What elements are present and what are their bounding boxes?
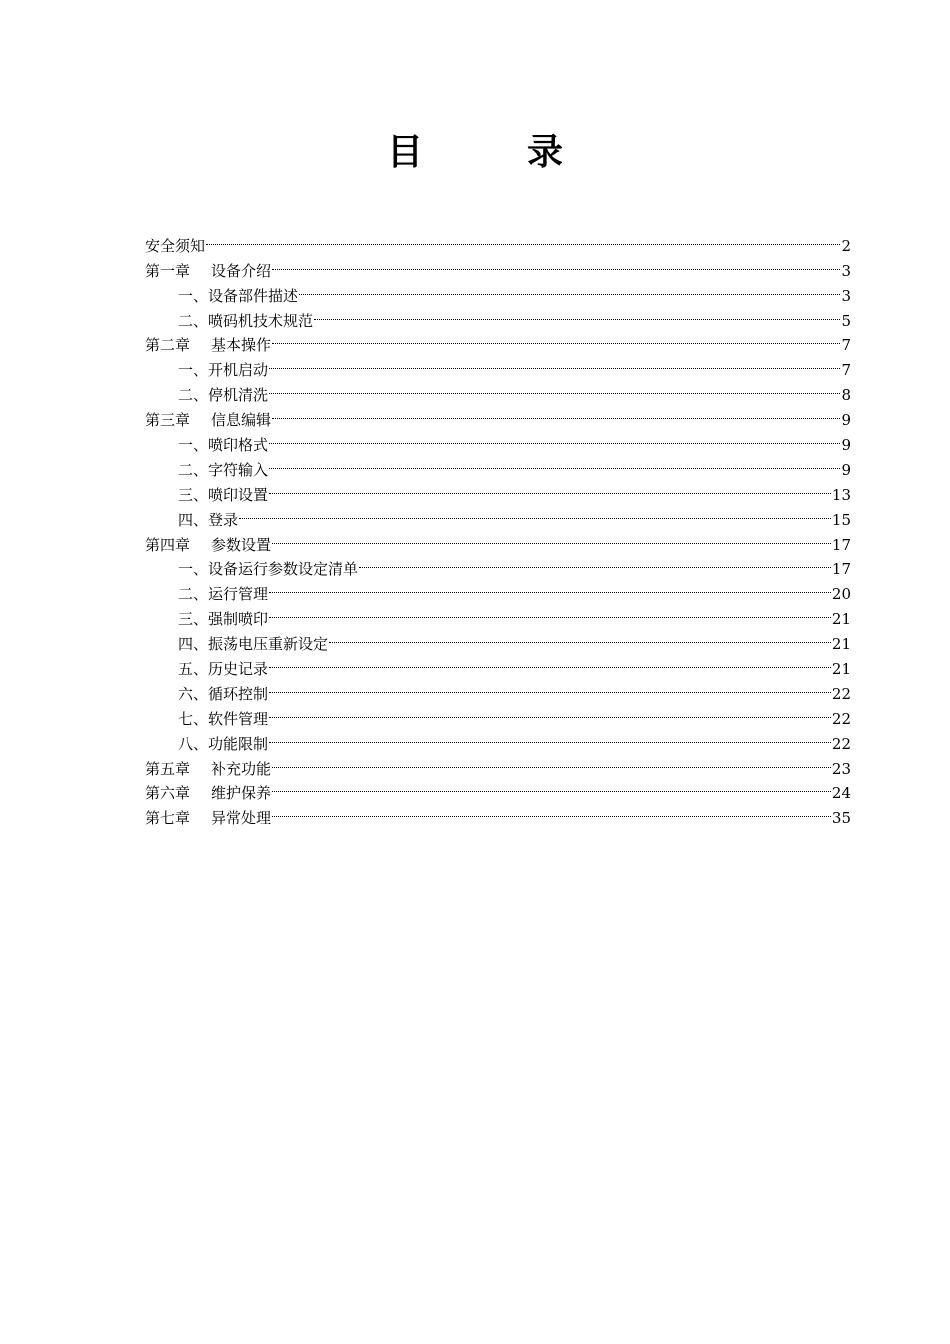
toc-entry-title: 参数设置 (211, 535, 272, 554)
toc-entry-label (145, 408, 271, 433)
toc-page-number: 5 (841, 311, 851, 330)
dot-leader (314, 301, 840, 326)
toc-entry-label (145, 259, 271, 284)
toc-entry-label (178, 458, 268, 483)
dot-leader (269, 574, 831, 599)
toc-entry-label (178, 358, 268, 383)
toc-entry-title: 六、循环控制 (178, 684, 269, 703)
toc-entry-title: 二、喷码机技术规范 (178, 311, 314, 330)
toc-page-number: 22 (831, 709, 851, 728)
dot-leader (272, 251, 840, 276)
dot-leader (272, 749, 831, 774)
toc-entry-label (178, 284, 298, 309)
toc-page-number: 21 (831, 660, 851, 679)
toc-entry-title: 一、开机启动 (178, 361, 269, 380)
toc-entry-title: 基本操作 (211, 336, 272, 355)
toc-page-number: 21 (831, 610, 851, 629)
toc-entry-label (145, 533, 271, 558)
toc-entry-title: 八、功能限制 (178, 734, 269, 753)
dot-leader (329, 624, 831, 649)
toc-entry-title: 三、喷印设置 (178, 485, 269, 504)
toc-page-number: 21 (831, 635, 851, 654)
toc-entry-label (178, 732, 268, 757)
toc-entry-title: 三、强制喷印 (178, 610, 269, 629)
dot-leader (269, 425, 840, 450)
toc-page-number: 17 (831, 535, 851, 554)
dot-leader (272, 798, 831, 823)
toc-page-number: 3 (841, 286, 851, 305)
dot-leader (269, 699, 831, 724)
toc-entry-title: 五、历史记录 (178, 660, 269, 679)
dot-leader (206, 226, 840, 251)
toc-page-number: 24 (831, 784, 851, 803)
toc-page-number: 17 (831, 560, 851, 579)
toc-entry-label (178, 433, 268, 458)
dot-leader (269, 375, 840, 400)
toc-chapter-entry[interactable] (145, 525, 851, 554)
toc-entry-label (178, 607, 268, 632)
toc-entry-title: 设备介绍 (211, 261, 272, 280)
toc-entry-title: 安全须知 (145, 236, 206, 255)
toc-page-number: 2 (841, 236, 851, 255)
dot-leader (269, 450, 840, 475)
toc-chapter-number: 第一章 (145, 261, 191, 280)
toc-chapter-number: 第三章 (145, 411, 191, 430)
toc-chapter-number: 第二章 (145, 336, 191, 355)
dot-leader (272, 326, 840, 351)
toc-entry-label (178, 682, 268, 707)
toc-chapter-entry[interactable] (145, 251, 851, 280)
toc-chapter-number: 第六章 (145, 784, 191, 803)
dot-leader (299, 276, 840, 301)
toc-entry-label (145, 234, 205, 259)
toc-page-number: 35 (831, 809, 851, 828)
toc-entry-title: 四、登录 (178, 510, 239, 529)
toc-entry-label (178, 707, 268, 732)
toc-entry-title: 二、停机清洗 (178, 386, 269, 405)
dot-leader (272, 525, 831, 550)
dot-leader (269, 350, 840, 375)
toc-chapter-number: 第四章 (145, 535, 191, 554)
table-of-contents (145, 226, 851, 828)
dot-leader (272, 400, 840, 425)
toc-page-number: 7 (841, 361, 851, 380)
toc-entry-label (178, 657, 268, 682)
toc-entry-title: 一、喷印格式 (178, 436, 269, 455)
toc-page-number: 9 (841, 436, 851, 455)
toc-entry-title: 维护保养 (211, 784, 272, 803)
toc-entry-label (145, 333, 271, 358)
toc-entry-title: 补充功能 (211, 759, 272, 778)
toc-chapter-entry[interactable] (145, 226, 851, 255)
toc-entry-label (145, 757, 271, 782)
dot-leader (269, 724, 831, 749)
dot-leader (269, 649, 831, 674)
toc-entry-title: 二、运行管理 (178, 585, 269, 604)
toc-entry-label (178, 508, 238, 533)
toc-entry-title: 二、字符输入 (178, 460, 269, 479)
dot-leader (269, 674, 831, 699)
toc-entry-label (178, 582, 268, 607)
toc-page-number: 22 (831, 734, 851, 753)
toc-page-number: 22 (831, 684, 851, 703)
toc-entry-label (145, 781, 271, 806)
dot-leader (359, 550, 831, 575)
toc-page-number: 20 (831, 585, 851, 604)
toc-page-number: 3 (841, 261, 851, 280)
toc-entry-title: 四、振荡电压重新设定 (178, 635, 329, 654)
toc-entry-title: 信息编辑 (211, 411, 272, 430)
toc-entry-title: 一、设备部件描述 (178, 286, 299, 305)
toc-section-entry[interactable] (145, 500, 851, 529)
toc-page-number: 15 (831, 510, 851, 529)
toc-entry-title: 一、设备运行参数设定清单 (178, 560, 359, 579)
toc-page-number: 9 (841, 411, 851, 430)
dot-leader (272, 774, 831, 799)
toc-entry-title: 七、软件管理 (178, 709, 269, 728)
toc-chapter-number: 第七章 (145, 809, 191, 828)
toc-page-number: 9 (841, 460, 851, 479)
toc-page-number: 7 (841, 336, 851, 355)
toc-chapter-number: 第五章 (145, 759, 191, 778)
toc-page-number: 23 (831, 759, 851, 778)
page-title: 目 录 (386, 131, 597, 173)
toc-entry-label (178, 383, 268, 408)
toc-entry-title: 异常处理 (211, 809, 272, 828)
toc-entry-label (145, 806, 271, 831)
dot-leader (269, 475, 831, 500)
dot-leader (239, 500, 831, 525)
toc-page-number: 8 (841, 386, 851, 405)
toc-page-number: 13 (831, 485, 851, 504)
dot-leader (269, 599, 831, 624)
